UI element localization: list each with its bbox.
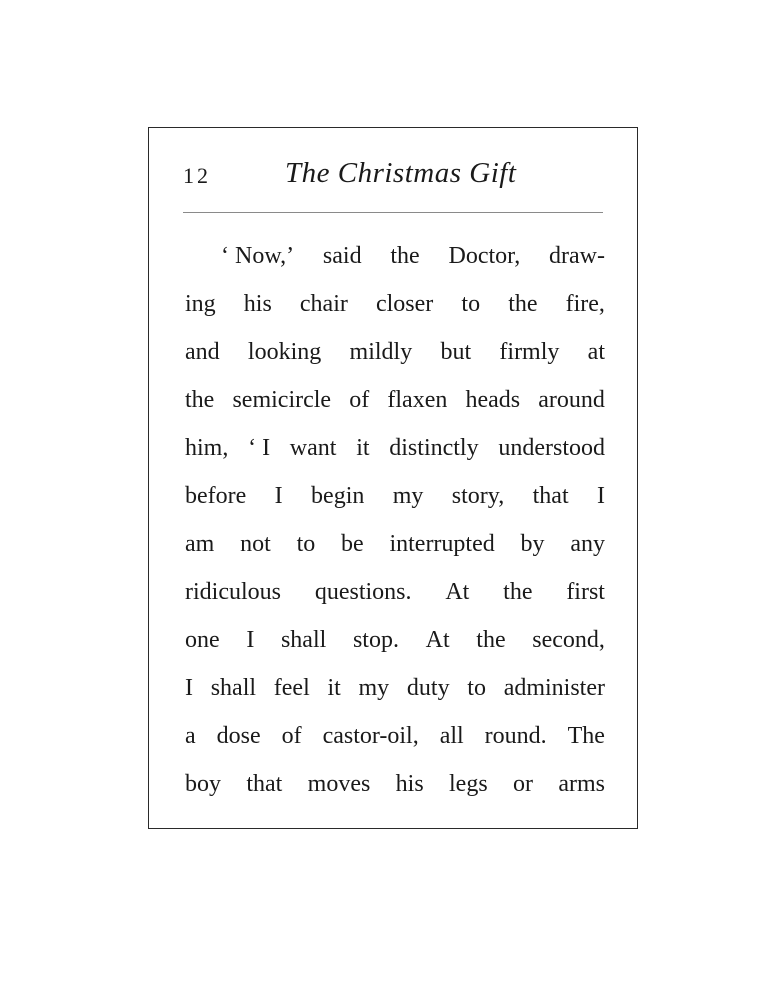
word: it bbox=[327, 675, 341, 701]
word: I bbox=[246, 627, 255, 653]
text-line bbox=[185, 760, 605, 808]
text-line bbox=[185, 376, 605, 424]
body-text bbox=[185, 232, 605, 808]
word: story, bbox=[451, 483, 505, 509]
word: him, bbox=[185, 435, 229, 461]
word: said bbox=[322, 243, 362, 269]
running-head bbox=[183, 157, 603, 197]
word: that bbox=[246, 771, 283, 797]
word: his bbox=[243, 291, 272, 317]
word: At bbox=[425, 627, 450, 653]
word: closer bbox=[375, 291, 434, 317]
word: chair bbox=[299, 291, 348, 317]
header-rule bbox=[183, 212, 603, 213]
text-line bbox=[185, 424, 605, 472]
word: boy bbox=[185, 771, 221, 797]
word: around bbox=[538, 387, 605, 413]
word: am bbox=[185, 531, 215, 557]
word: but bbox=[440, 339, 472, 365]
word: the bbox=[476, 627, 506, 653]
word: or bbox=[513, 771, 533, 797]
word: ing bbox=[185, 291, 216, 317]
word: begin bbox=[311, 483, 365, 509]
word: be bbox=[341, 531, 364, 557]
word: I bbox=[597, 483, 605, 509]
word: the bbox=[508, 291, 538, 317]
word: I bbox=[185, 675, 193, 701]
word: to bbox=[296, 531, 316, 557]
word: understood bbox=[498, 435, 605, 461]
word: of bbox=[349, 387, 370, 413]
word: ridiculous bbox=[185, 579, 281, 605]
word: ‘ I bbox=[248, 435, 271, 461]
word: not bbox=[240, 531, 271, 557]
text-line bbox=[185, 232, 605, 280]
word: all bbox=[439, 723, 464, 749]
word: dose bbox=[216, 723, 261, 749]
text-line bbox=[185, 472, 605, 520]
word: firmly bbox=[499, 339, 560, 365]
word: one bbox=[185, 627, 220, 653]
word: Doctor, bbox=[448, 243, 521, 269]
word: shall bbox=[280, 627, 327, 653]
word: that bbox=[532, 483, 569, 509]
word: the bbox=[185, 387, 215, 413]
word: interrupted bbox=[389, 531, 495, 557]
word: flaxen bbox=[387, 387, 448, 413]
word: I bbox=[274, 483, 283, 509]
word: the bbox=[503, 579, 533, 605]
word: stop. bbox=[352, 627, 399, 653]
word: looking bbox=[247, 339, 322, 365]
word: his bbox=[395, 771, 424, 797]
word: feel bbox=[273, 675, 310, 701]
word: draw- bbox=[549, 243, 605, 269]
word: any bbox=[570, 531, 605, 557]
word: my bbox=[392, 483, 424, 509]
word: the bbox=[390, 243, 420, 269]
word: heads bbox=[465, 387, 521, 413]
word: of bbox=[281, 723, 302, 749]
word: shall bbox=[210, 675, 257, 701]
word: duty bbox=[406, 675, 450, 701]
word: mildly bbox=[349, 339, 413, 365]
text-line bbox=[185, 280, 605, 328]
word: to bbox=[467, 675, 486, 701]
word: second, bbox=[532, 627, 605, 653]
word: my bbox=[358, 675, 390, 701]
page-number: 12 bbox=[183, 163, 211, 188]
word: castor-oil, bbox=[322, 723, 419, 749]
text-line bbox=[185, 712, 605, 760]
word: want bbox=[289, 435, 337, 461]
word: by bbox=[520, 531, 545, 557]
word: round. bbox=[484, 723, 547, 749]
word: arms bbox=[558, 771, 605, 797]
word: legs bbox=[449, 771, 488, 797]
text-line bbox=[185, 568, 605, 616]
text-line bbox=[185, 520, 605, 568]
word: The bbox=[567, 723, 605, 749]
word: At bbox=[445, 579, 470, 605]
word: a bbox=[185, 723, 196, 749]
word: semicircle bbox=[232, 387, 332, 413]
word: at bbox=[587, 339, 605, 365]
word: moves bbox=[307, 771, 371, 797]
running-title: The Christmas Gift bbox=[285, 157, 517, 189]
word: ‘ Now,’ bbox=[221, 243, 295, 269]
word: and bbox=[185, 339, 220, 365]
word: to bbox=[461, 291, 481, 317]
word: fire, bbox=[565, 291, 605, 317]
word: distinctly bbox=[389, 435, 479, 461]
word: first bbox=[566, 579, 605, 605]
text-line bbox=[185, 328, 605, 376]
word: administer bbox=[503, 675, 605, 701]
text-line bbox=[185, 616, 605, 664]
word: questions. bbox=[314, 579, 412, 605]
word: it bbox=[356, 435, 370, 461]
text-line bbox=[185, 664, 605, 712]
word: before bbox=[185, 483, 247, 509]
